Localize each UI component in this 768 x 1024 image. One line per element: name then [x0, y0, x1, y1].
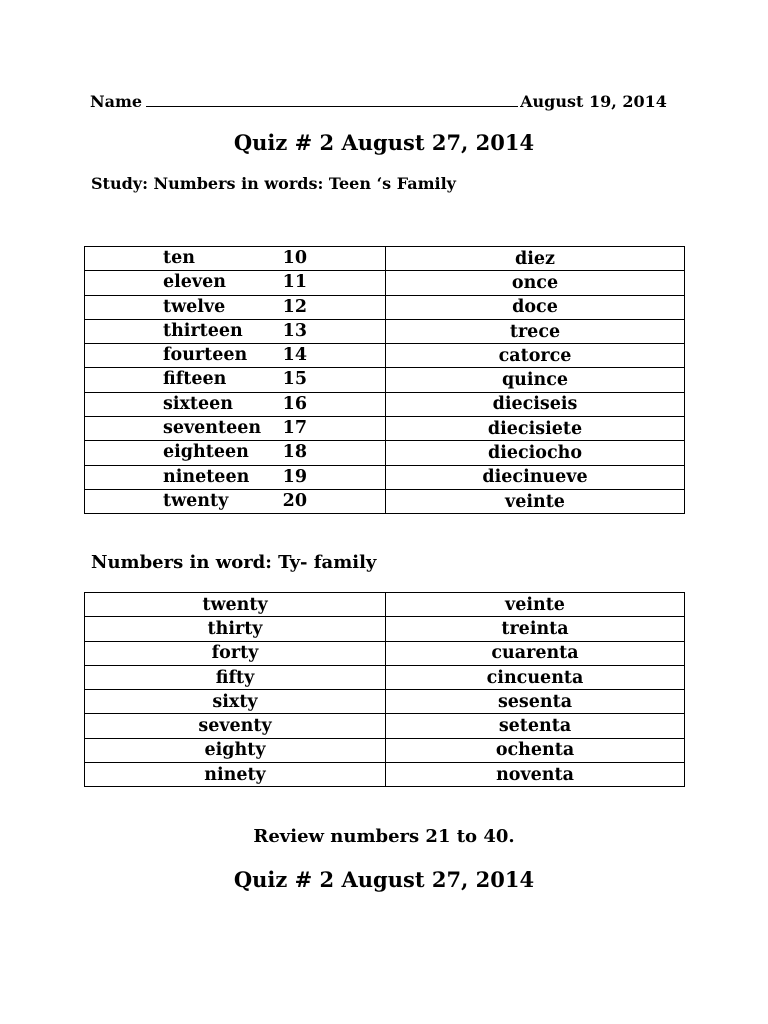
english-word: seventeen — [163, 418, 262, 439]
english-number-cell — [85, 344, 386, 368]
table-row — [85, 247, 685, 271]
table-row — [85, 690, 685, 714]
table-row — [85, 392, 685, 416]
table-row — [85, 617, 685, 641]
english-word: twenty — [85, 593, 386, 617]
table-row — [85, 641, 685, 665]
numeral: 13 — [282, 320, 307, 341]
table-row — [85, 714, 685, 738]
numeral: 17 — [282, 418, 307, 439]
english-number-cell — [85, 368, 386, 392]
table-row — [85, 344, 685, 368]
english-word: eighty — [85, 738, 386, 762]
english-word: ninety — [85, 763, 386, 787]
english-number-cell — [85, 319, 386, 343]
spanish-word: treinta — [386, 617, 685, 641]
english-word: sixteen — [163, 393, 234, 414]
english-word: eleven — [163, 272, 226, 293]
footer-quiz-title: Quiz # 2 August 27, 2014 — [233, 867, 535, 892]
english-number-cell — [85, 295, 386, 319]
english-word: twenty — [163, 490, 229, 511]
numeral: 12 — [282, 296, 307, 317]
english-word: forty — [85, 641, 386, 665]
english-word: ten — [163, 248, 195, 268]
table-row — [85, 593, 685, 617]
spanish-word: setenta — [386, 714, 685, 738]
ty-table — [84, 592, 685, 787]
english-word: twelve — [163, 296, 226, 317]
english-word: thirty — [85, 617, 386, 641]
spanish-word: cincuenta — [386, 665, 685, 689]
review-text: Review numbers 21 to 40. — [253, 826, 515, 847]
english-number-cell — [85, 441, 386, 465]
table-row — [85, 665, 685, 689]
numeral: 19 — [282, 466, 307, 487]
spanish-word: dieciocho — [386, 441, 685, 465]
english-word: thirteen — [163, 320, 243, 341]
numeral: 11 — [282, 272, 307, 293]
spanish-word: dieciseis — [386, 392, 685, 416]
spanish-word: noventa — [386, 763, 685, 787]
numeral: 20 — [282, 490, 307, 511]
ty-heading: Numbers in word: Ty- family — [91, 552, 377, 573]
english-number-cell — [85, 247, 386, 271]
numeral: 15 — [282, 369, 307, 390]
spanish-word: diez — [386, 247, 685, 271]
spanish-word: veinte — [386, 593, 685, 617]
numeral: 16 — [282, 393, 307, 414]
english-number-cell — [85, 489, 386, 513]
english-word: nineteen — [163, 466, 250, 487]
english-word: eighteen — [163, 442, 249, 463]
table-row — [85, 763, 685, 787]
name-line — [90, 92, 667, 111]
english-number-cell — [85, 392, 386, 416]
table-row — [85, 738, 685, 762]
english-word: fifty — [85, 665, 386, 689]
spanish-word: veinte — [386, 489, 685, 513]
table-row — [85, 465, 685, 489]
english-number-cell — [85, 417, 386, 441]
name-label: Name — [90, 92, 143, 111]
spanish-word: once — [386, 271, 685, 295]
english-word: sixty — [85, 690, 386, 714]
english-word: fourteen — [163, 345, 248, 366]
spanish-word: quince — [386, 368, 685, 392]
numeral: 14 — [282, 345, 307, 366]
study-heading: Study: Numbers in words: Teen ‘s Family — [91, 174, 456, 193]
name-blank-line[interactable] — [146, 92, 518, 107]
spanish-word: sesenta — [386, 690, 685, 714]
quiz-title: Quiz # 2 August 27, 2014 — [233, 130, 535, 155]
numeral: 18 — [282, 442, 307, 463]
table-row — [85, 319, 685, 343]
table-row — [85, 441, 685, 465]
numeral: 10 — [282, 248, 307, 268]
english-word: seventy — [85, 714, 386, 738]
english-number-cell — [85, 271, 386, 295]
spanish-word: catorce — [386, 344, 685, 368]
table-row — [85, 295, 685, 319]
table-row — [85, 417, 685, 441]
table-row — [85, 368, 685, 392]
header-date: August 19, 2014 — [520, 92, 667, 111]
spanish-word: trece — [386, 319, 685, 343]
spanish-word: diecinueve — [386, 465, 685, 489]
teen-table — [84, 246, 685, 514]
english-word: fifteen — [163, 369, 227, 390]
english-number-cell — [85, 465, 386, 489]
spanish-word: doce — [386, 295, 685, 319]
spanish-word: ochenta — [386, 738, 685, 762]
spanish-word: diecisiete — [386, 417, 685, 441]
spanish-word: cuarenta — [386, 641, 685, 665]
table-row — [85, 271, 685, 295]
table-row — [85, 489, 685, 513]
